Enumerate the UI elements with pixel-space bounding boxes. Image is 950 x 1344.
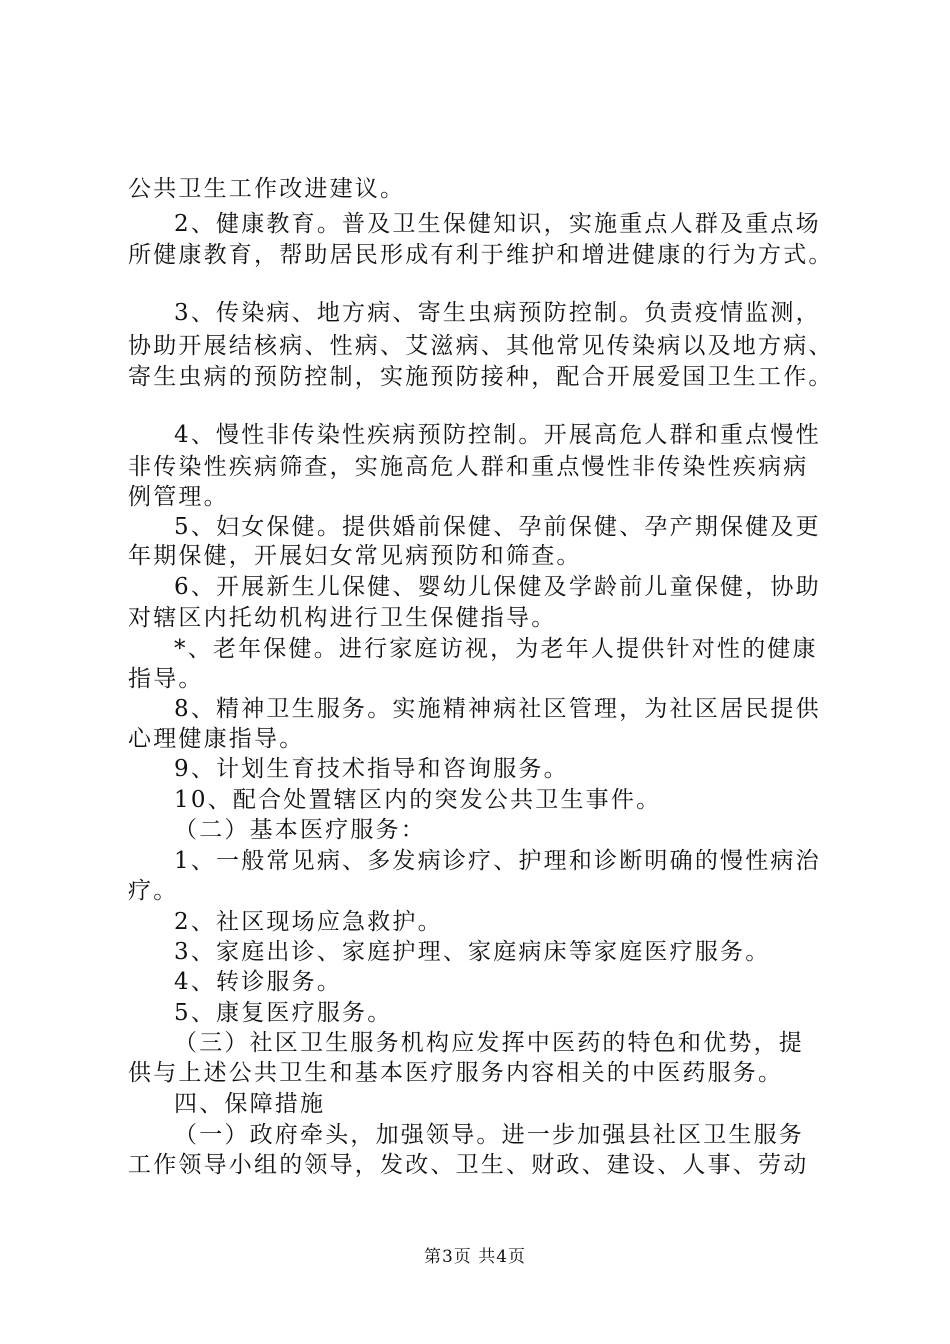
text-line: *、老年保健。进行家庭访视，为老年人提供针对性的健康	[174, 636, 818, 662]
text-line: 2、健康教育。普及卫生保健知识，实施重点人群及重点场	[174, 211, 821, 237]
text-line: 疗。	[128, 878, 179, 904]
section-heading: （二）基本医疗服务：	[174, 817, 426, 843]
text-line: 2、社区现场应急救护。	[174, 909, 443, 935]
text-line: 8、精神卫生服务。实施精神病社区管理，为社区居民提供	[174, 696, 821, 722]
text-line: 对辖区内托幼机构进行卫生保健指导。	[128, 605, 557, 631]
text-line: 非传染性疾病筛查，实施高危人群和重点慢性非传染性疾病病	[128, 454, 809, 480]
text-line: 3、家庭出诊、家庭护理、家庭病床等家庭医疗服务。	[174, 939, 771, 965]
section-heading: （一）政府牵头，加强领导。进一步加强县社区卫生服务	[174, 1122, 804, 1148]
text-line: 6、开展新生儿保健、婴幼儿保健及学龄前儿童保健，协助	[174, 574, 821, 600]
text-line: 例管理。	[128, 484, 229, 510]
text-line: 3、传染病、地方病、寄生虫病预防控制。负责疫情监测，	[174, 300, 821, 326]
text-line: 工作领导小组的领导，发改、卫生、财政、建设、人事、劳动	[128, 1152, 809, 1178]
text-line: 5、妇女保健。提供婚前保健、孕前保健、孕产期保健及更	[174, 514, 821, 540]
text-line: 协助开展结核病、性病、艾滋病、其他常见传染病以及地方病、	[128, 333, 834, 359]
text-line: 指导。	[128, 666, 204, 692]
text-line: 10、配合处置辖区内的突发公共卫生事件。	[174, 787, 662, 813]
section-heading: 四、保障措施	[174, 1091, 326, 1117]
page-number-footer: 第3页 共4页	[423, 1247, 527, 1267]
text-line: 4、慢性非传染性疾病预防控制。开展高危人群和重点慢性	[174, 422, 821, 448]
text-line: 年期保健，开展妇女常见病预防和筛查。	[128, 543, 582, 569]
text-line: 心理健康指导。	[128, 726, 305, 752]
text-line: 5、康复医疗服务。	[174, 1000, 393, 1026]
text-line: 寄生虫病的预防控制，实施预防接种，配合开展爱国卫生工作。	[128, 364, 834, 390]
text-line: 所健康教育，帮助居民形成有利于维护和增进健康的行为方式。	[128, 242, 834, 268]
text-line: 公共卫生工作改进建议。	[128, 176, 406, 202]
section-heading: （三）社区卫生服务机构应发挥中医药的特色和优势，提	[174, 1030, 804, 1056]
text-line: 供与上述公共卫生和基本医疗服务内容相关的中医药服务。	[128, 1060, 784, 1086]
text-line: 1、一般常见病、多发病诊疗、护理和诊断明确的慢性病治	[174, 848, 821, 874]
text-line: 9、计划生育技术指导和咨询服务。	[174, 756, 569, 782]
text-line: 4、转诊服务。	[174, 969, 343, 995]
